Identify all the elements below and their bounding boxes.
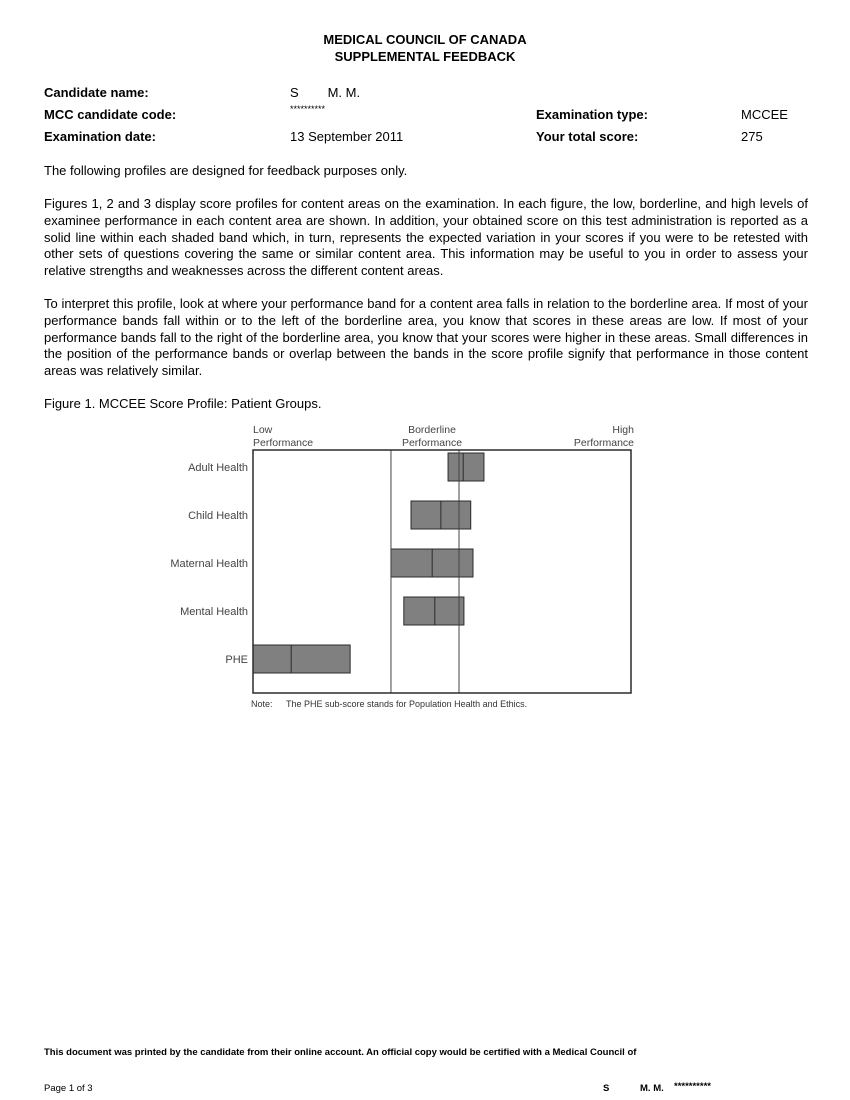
category-label: Maternal Health	[170, 558, 248, 570]
candidate-name-value: S M. M.	[290, 85, 361, 100]
page-number: Page 1 of 3	[44, 1083, 93, 1094]
chart-note-label: Note:	[251, 699, 273, 709]
footer-code: **********	[674, 1081, 711, 1092]
total-score-value: 275	[741, 129, 763, 144]
header-high-line2: Performance	[573, 437, 634, 449]
performance-band	[404, 597, 464, 625]
category-label: Mental Health	[180, 606, 248, 618]
performance-band	[448, 453, 484, 481]
footer-disclaimer: This document was printed by the candidate from their online account. An official copy would be certified with a Medical Council of	[44, 1047, 637, 1058]
category-labels	[170, 462, 248, 666]
chart-header-labels	[253, 424, 634, 449]
header-borderline-line2: Performance	[401, 437, 463, 449]
header-low-line1: Low	[253, 424, 273, 436]
organization-title: MEDICAL COUNCIL OF CANADA	[323, 32, 527, 47]
candidate-code-value: **********	[290, 104, 326, 114]
header-low-line2: Performance	[253, 437, 314, 449]
exam-date-value: 13 September 2011	[290, 129, 404, 144]
header-high-line1: High	[612, 424, 634, 436]
exam-type-label: Examination type:	[536, 107, 648, 122]
intro-paragraph: The following profiles are designed for feedback purposes only.	[44, 163, 408, 178]
footer-name-initial: S	[603, 1083, 610, 1094]
exam-type-value: MCCEE	[741, 107, 788, 122]
footer-name-rest: M. M.	[640, 1083, 664, 1094]
candidate-name-label: Candidate name:	[44, 85, 149, 100]
document-title: SUPPLEMENTAL FEEDBACK	[334, 49, 516, 64]
total-score-label: Your total score:	[536, 129, 639, 144]
chart-note-text: The PHE sub-score stands for Population Health and Ethics.	[286, 699, 528, 709]
category-label: PHE	[225, 654, 248, 666]
exam-date-label: Examination date:	[44, 129, 156, 144]
interpretation-paragraph: To interpret this profile, look at where your performance band for a content area falls in relation to the borderline area. If most of your performance bands fall within or to the left of the borderline area, you know that scores in these areas are low. If most of your performance bands fall to the right of the borderline area, you know that your scores were higher in these areas. Small differences in the position of the performance bands or overlap between the bands in the score profile signify that performance in those content areas was relatively similar.	[44, 296, 808, 379]
header-borderline-line1: Borderline	[408, 424, 456, 436]
performance-band	[253, 645, 350, 673]
figure-caption: Figure 1. MCCEE Score Profile: Patient Groups.	[44, 396, 322, 411]
plot-area	[253, 450, 484, 693]
figures-description-paragraph: Figures 1, 2 and 3 display score profiles for content areas on the examination. In each figure, the low, borderline, and high levels of examinee performance in each content area are shown. In addition, your obtained score on this test administration is reported as a solid line within each shaded band which, in turn, represents the expected variation in your scores if you were to be retested with other sets of questions covering the same or similar content area. This information may be useful to you in order to assess your relative strengths and weaknesses across the different content areas.	[44, 196, 808, 279]
category-label: Adult Health	[188, 462, 248, 474]
candidate-code-label: MCC candidate code:	[44, 107, 177, 122]
category-label: Child Health	[188, 510, 248, 522]
